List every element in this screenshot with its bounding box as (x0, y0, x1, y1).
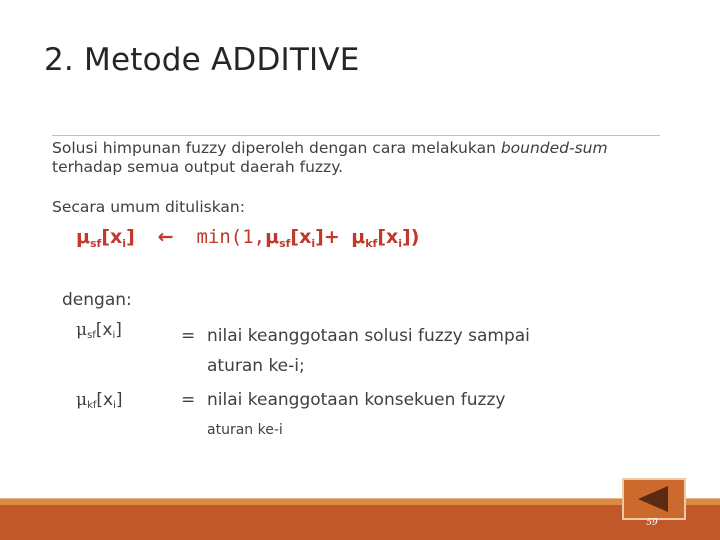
formula-sub: sf (89, 237, 102, 250)
dengan-label: dengan: (62, 290, 132, 310)
formula-bracket: ] (126, 226, 135, 248)
formula-sub: sf (279, 237, 291, 250)
intro-text-start: Solusi himpunan fuzzy diperoleh dengan cara melakukan (52, 139, 501, 157)
formula-x: [x (377, 226, 399, 248)
formula-plus: + (323, 226, 340, 248)
term-arg-sub: i (113, 400, 116, 411)
equals-sign: = (181, 390, 196, 410)
formula-sub: kf (365, 237, 378, 250)
term-arg-close: ] (115, 390, 123, 410)
intro-paragraph (52, 139, 672, 177)
divider-line (52, 135, 660, 136)
additive-formula (76, 226, 419, 250)
general-text: Secara umum dituliskan: (52, 198, 245, 216)
definition-text: aturan ke-i (207, 422, 283, 438)
slide-title: 2. Metode ADDITIVE (44, 42, 360, 78)
term-sub: sf (87, 330, 96, 341)
term-sub: kf (87, 400, 97, 411)
definition-text: nilai keanggotaan konsekuen fuzzy (207, 390, 506, 410)
intro-text-end: terhadap semua output daerah fuzzy. (52, 158, 344, 176)
formula-mu: μ (265, 226, 280, 248)
definition-text: aturan ke-i; (207, 356, 305, 376)
term-mu: μ (76, 320, 88, 340)
formula-min: min(1, (196, 226, 266, 248)
term-arg: [x (96, 390, 114, 410)
formula-x: [x (290, 226, 312, 248)
page-number: 59 (646, 518, 658, 528)
term-mu-sf (76, 320, 122, 341)
term-arg: [x (95, 320, 113, 340)
footer-bar (0, 505, 720, 540)
formula-sub: i (311, 237, 316, 250)
equals-sign: = (181, 326, 196, 346)
intro-italic-term: bounded-sum (500, 139, 608, 157)
definition-text: nilai keanggotaan solusi fuzzy sampai (207, 326, 530, 346)
formula-sub: i (122, 237, 127, 250)
formula-bracket: ]) (402, 226, 420, 248)
back-button[interactable] (622, 478, 686, 520)
term-mu: μ (76, 390, 88, 410)
left-triangle-icon (624, 480, 684, 518)
term-arg-close: ] (115, 320, 122, 340)
formula-sub: i (398, 237, 403, 250)
formula-mu: μ (76, 226, 90, 248)
formula-x: [x (101, 226, 123, 248)
formula-arrow: ← (157, 226, 174, 248)
term-arg-sub: i (112, 330, 116, 341)
formula-mu: μ (351, 226, 366, 248)
term-mu-kf (76, 390, 123, 411)
formula-bracket: ] (315, 226, 324, 248)
